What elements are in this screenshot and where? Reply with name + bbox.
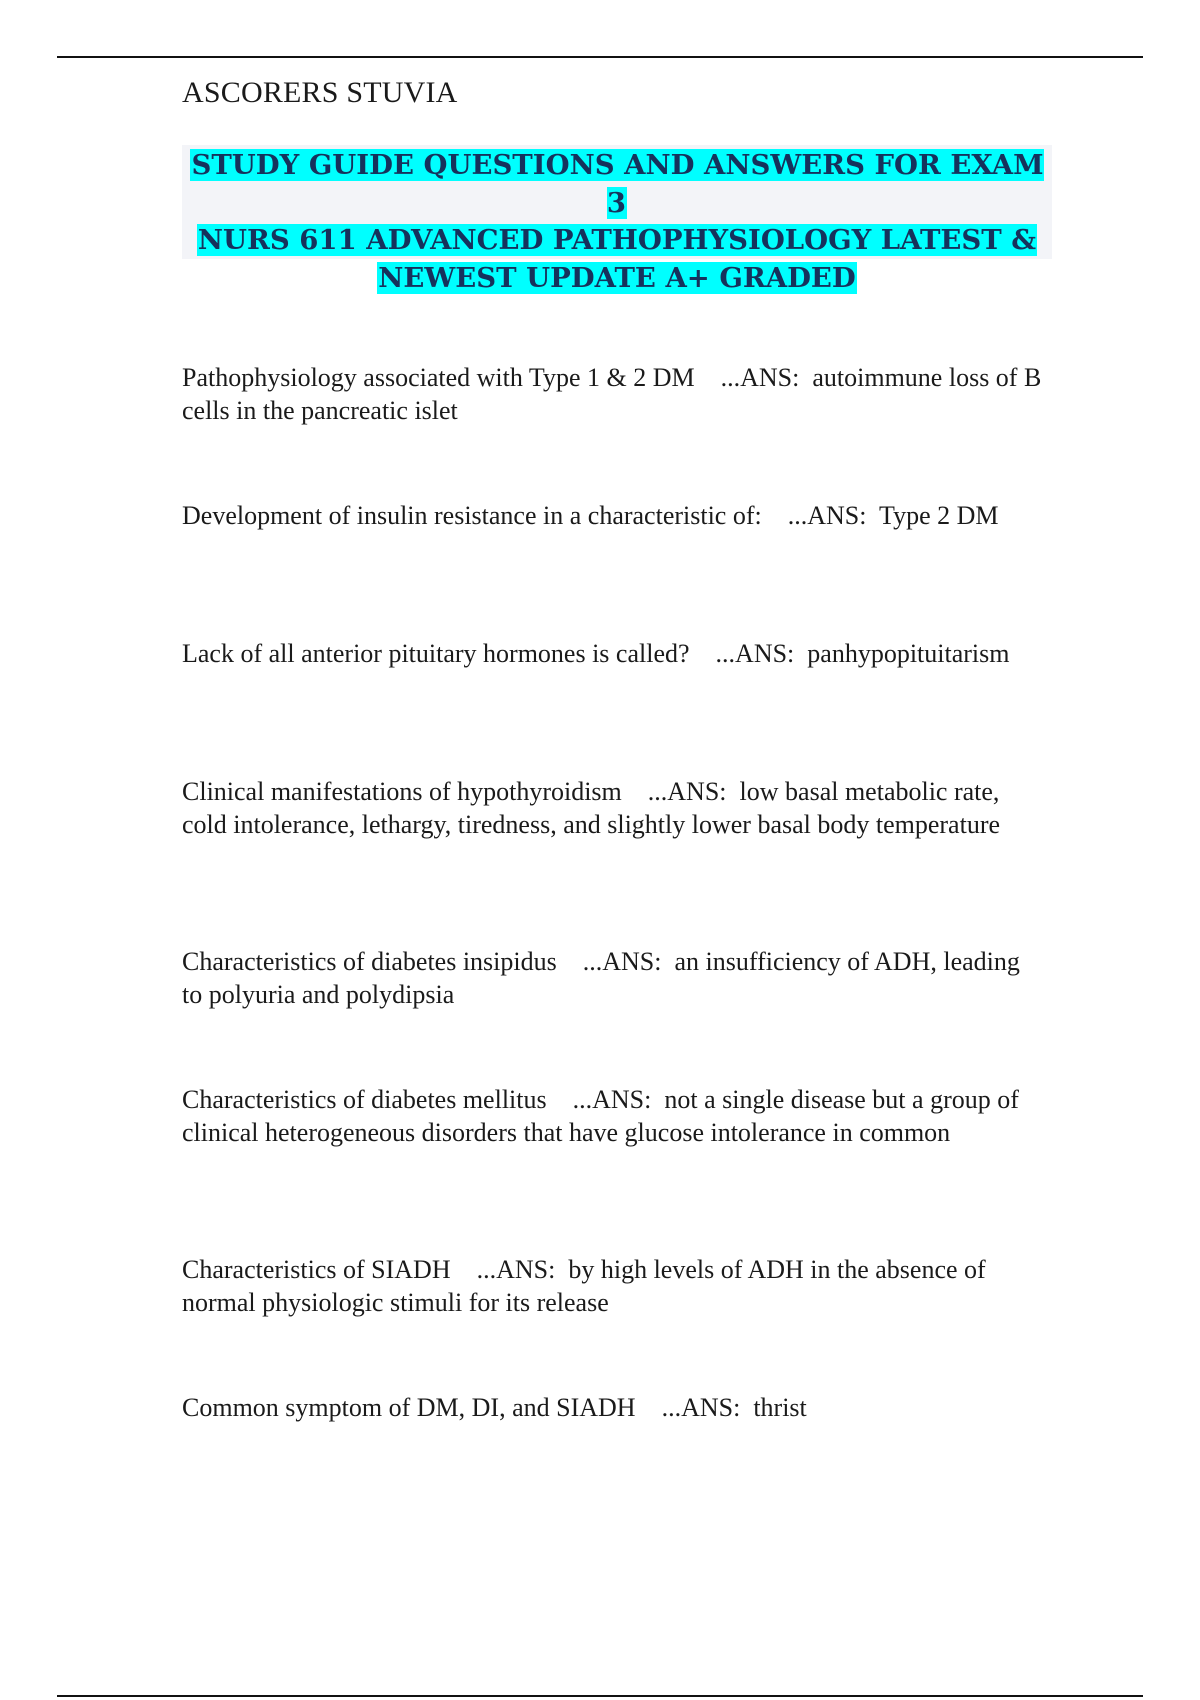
qa-answer: not a single disease but a group of clinical heterogeneous disorders that have glucose intolerance in common — [182, 1085, 1019, 1147]
qa-answer: by high levels of ADH in the absence of normal physiologic stimuli for its release — [182, 1255, 986, 1317]
qa-answer: low basal metabolic rate, cold intolerance, lethargy, tiredness, and slightly lower basal body temperature — [182, 777, 1001, 839]
qa-answer: Type 2 DM — [879, 501, 999, 530]
qa-answer: panhypopituitarism — [807, 639, 1010, 668]
bottom-rule — [57, 1695, 1143, 1697]
qa-question: Characteristics of diabetes insipidus — [182, 947, 557, 976]
qa-answer: thrist — [753, 1393, 807, 1422]
qa-answer-prefix: ...ANS: — [572, 1085, 652, 1114]
qa-item — [182, 946, 1042, 1011]
qa-answer-prefix: ...ANS: — [720, 363, 800, 392]
title-line-1: STUDY GUIDE QUESTIONS AND ANSWERS FOR EXAM 3 — [191, 149, 1044, 219]
qa-answer-prefix: ...ANS: — [787, 501, 867, 530]
qa-answer-prefix: ...ANS: — [661, 1393, 741, 1422]
qa-item — [182, 1254, 1042, 1319]
qa-item — [182, 362, 1042, 427]
title-line-2: NURS 611 ADVANCED PATHOPHYSIOLOGY LATEST & — [197, 224, 1037, 256]
qa-item — [182, 1084, 1042, 1149]
qa-question: Characteristics of diabetes mellitus — [182, 1085, 547, 1114]
qa-question: Common symptom of DM, DI, and SIADH — [182, 1393, 636, 1422]
top-rule — [57, 56, 1143, 58]
qa-question: Clinical manifestations of hypothyroidism — [182, 777, 622, 806]
qa-question: Development of insulin resistance in a characteristic of: — [182, 501, 762, 530]
qa-answer-prefix: ...ANS: — [715, 639, 795, 668]
qa-item — [182, 776, 1042, 841]
qa-answer-prefix: ...ANS: — [582, 947, 662, 976]
document-title — [182, 145, 1052, 297]
title-line-3: NEWEST UPDATE A+ GRADED — [378, 261, 856, 294]
qa-question: Characteristics of SIADH — [182, 1255, 451, 1284]
qa-item — [182, 500, 1042, 533]
qa-answer-prefix: ...ANS: — [476, 1255, 556, 1284]
qa-answer-prefix: ...ANS: — [647, 777, 727, 806]
qa-question: Lack of all anterior pituitary hormones is called? — [182, 639, 690, 668]
qa-item — [182, 638, 1042, 671]
qa-answer: an insufficiency of ADH, leading to polyuria and polydipsia — [182, 947, 1020, 1009]
qa-question: Pathophysiology associated with Type 1 & 2 DM — [182, 363, 695, 392]
qa-answer: autoimmune loss of B cells in the pancreatic islet — [182, 363, 1042, 425]
qa-item — [182, 1392, 1042, 1425]
title-box — [182, 145, 1052, 294]
header-brand: ASCORERS STUVIA — [182, 76, 458, 109]
